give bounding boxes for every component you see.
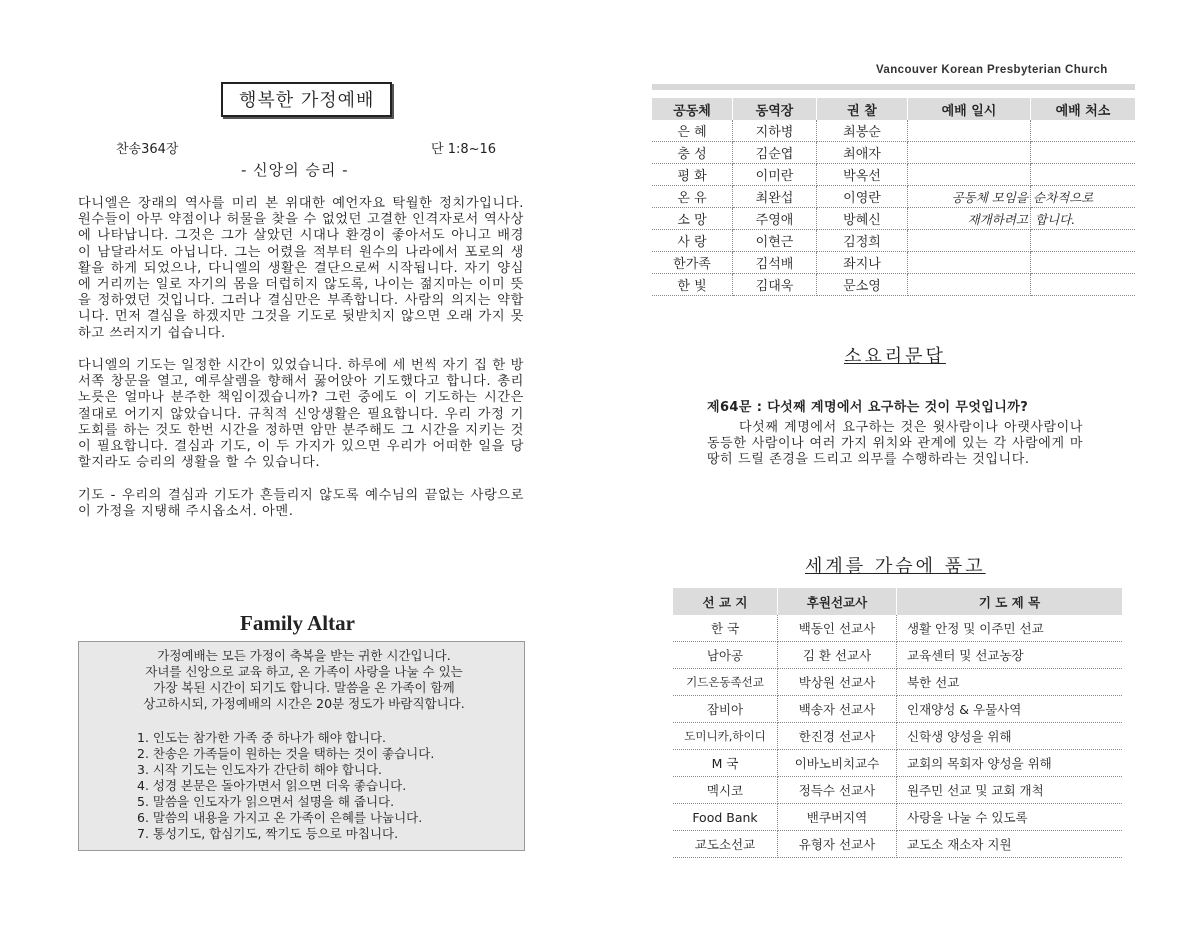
table-cell bbox=[1031, 120, 1136, 142]
table-cell bbox=[1031, 142, 1136, 164]
devotion-subtitle: - 신앙의 승리 - bbox=[241, 161, 349, 179]
family-altar-item: 3. 시작 기도는 인도자가 간단히 해야 합니다. bbox=[137, 762, 383, 777]
column-header: 선 교 지 bbox=[673, 588, 778, 615]
table-cell bbox=[908, 252, 1031, 274]
table-cell: 재개하려고 bbox=[908, 208, 1031, 230]
table-cell: Food Bank bbox=[673, 804, 778, 831]
table-row bbox=[652, 274, 1135, 296]
table-cell: 잠비아 bbox=[673, 696, 778, 723]
table-cell bbox=[1031, 252, 1136, 274]
column-header: 동역장 bbox=[733, 98, 817, 120]
table-cell: 김정희 bbox=[817, 230, 908, 252]
family-altar-item: 1. 인도는 참가한 가족 중 하나가 해야 합니다. bbox=[137, 730, 386, 745]
table-row bbox=[673, 723, 1122, 750]
table-cell: 평 화 bbox=[652, 164, 733, 186]
scripture-reference: 단 1:8~16 bbox=[431, 142, 497, 157]
table-cell: 이현근 bbox=[733, 230, 817, 252]
table-cell: 신학생 양성을 위해 bbox=[897, 723, 1123, 750]
table-cell: 교회의 목회자 양성을 위해 bbox=[897, 750, 1123, 777]
table-cell: 생활 안정 및 이주민 선교 bbox=[897, 615, 1123, 642]
table-cell: 북한 선교 bbox=[897, 669, 1123, 696]
family-altar-item: 4. 성경 본문은 돌아가면서 읽으면 더욱 좋습니다. bbox=[137, 778, 407, 793]
table-header-row bbox=[652, 98, 1135, 120]
table-cell: 교도소선교 bbox=[673, 831, 778, 858]
table-cell bbox=[908, 230, 1031, 252]
table-cell: 소 망 bbox=[652, 208, 733, 230]
table-cell: 백동인 선교사 bbox=[778, 615, 897, 642]
family-altar-box bbox=[78, 641, 525, 851]
table-cell bbox=[1031, 274, 1136, 296]
table-cell: 합니다. bbox=[1031, 208, 1136, 230]
table-cell: 정득수 선교사 bbox=[778, 777, 897, 804]
table-row bbox=[652, 142, 1135, 164]
table-header-row bbox=[673, 588, 1122, 615]
table-cell: 좌지나 bbox=[817, 252, 908, 274]
column-header: 권 찰 bbox=[817, 98, 908, 120]
table-cell: 남아공 bbox=[673, 642, 778, 669]
table-cell bbox=[908, 120, 1031, 142]
table-row bbox=[673, 642, 1122, 669]
table-cell: 방혜신 bbox=[817, 208, 908, 230]
table-cell: 이영란 bbox=[817, 186, 908, 208]
catechism-question: 제64문 : 다섯째 계명에서 요구하는 것이 무엇입니까? bbox=[707, 400, 1029, 415]
table-row bbox=[652, 120, 1135, 142]
table-row bbox=[652, 208, 1135, 230]
family-altar-item: 6. 말씀의 내용을 가지고 온 가족이 은혜를 나눕니다. bbox=[137, 810, 423, 825]
table-cell: 한가족 bbox=[652, 252, 733, 274]
table-cell: M 국 bbox=[673, 750, 778, 777]
table-cell: 기드온동족선교 bbox=[673, 669, 778, 696]
family-altar-list bbox=[137, 730, 434, 842]
table-row bbox=[673, 777, 1122, 804]
column-header: 공동체 bbox=[652, 98, 733, 120]
table-cell bbox=[908, 142, 1031, 164]
table-cell: 사랑을 나눌 수 있도록 bbox=[897, 804, 1123, 831]
table-cell: 김 환 선교사 bbox=[778, 642, 897, 669]
table-cell: 김순엽 bbox=[733, 142, 817, 164]
church-name: Vancouver Korean Presbyterian Church bbox=[876, 64, 1108, 76]
table-cell: 한 국 bbox=[673, 615, 778, 642]
devotion-title: 행복한 가정예배 bbox=[221, 82, 392, 117]
header-rule bbox=[652, 84, 1135, 90]
column-header: 기 도 제 목 bbox=[897, 588, 1123, 615]
table-cell: 김석배 bbox=[733, 252, 817, 274]
table-cell: 충 성 bbox=[652, 142, 733, 164]
table-row bbox=[673, 750, 1122, 777]
table-row bbox=[673, 696, 1122, 723]
table-row bbox=[652, 164, 1135, 186]
table-cell: 밴쿠버지역 bbox=[778, 804, 897, 831]
table-cell bbox=[1031, 230, 1136, 252]
table-cell: 문소영 bbox=[817, 274, 908, 296]
table-cell: 지하병 bbox=[733, 120, 817, 142]
family-altar-title: Family Altar bbox=[240, 611, 355, 635]
table-cell: 사 랑 bbox=[652, 230, 733, 252]
table-cell: 주영애 bbox=[733, 208, 817, 230]
table-cell: 이바노비치교수 bbox=[778, 750, 897, 777]
table-cell: 교육센터 및 선교농장 bbox=[897, 642, 1123, 669]
table-cell: 한진경 선교사 bbox=[778, 723, 897, 750]
table-cell bbox=[908, 274, 1031, 296]
table-cell: 이미란 bbox=[733, 164, 817, 186]
table-cell: 온 유 bbox=[652, 186, 733, 208]
table-cell: 유형자 선교사 bbox=[778, 831, 897, 858]
table-row bbox=[652, 186, 1135, 208]
hymn-number: 찬송364장 bbox=[116, 142, 179, 157]
table-cell: 인재양성 & 우물사역 bbox=[897, 696, 1123, 723]
table-cell: 은 혜 bbox=[652, 120, 733, 142]
family-altar-item: 7. 통성기도, 합심기도, 짝기도 등으로 마칩니다. bbox=[137, 826, 399, 841]
table-row bbox=[673, 804, 1122, 831]
family-altar-intro: 가정예배는 모든 가정이 축복을 받는 귀한 시간입니다. 자녀를 신앙으로 교육 하고, 온 가족이 사랑을 나눌 수 있는 가장 복된 시간이 되기도 합니다. 말씀을 온 가족이 함께 상고하시되, 가정예배의 시간은 20분 정도가 바람직합니다. bbox=[143, 648, 465, 711]
table-cell: 공동체 모임을 bbox=[908, 186, 1031, 208]
table-cell: 김대욱 bbox=[733, 274, 817, 296]
table-row bbox=[673, 615, 1122, 642]
table-cell: 최애자 bbox=[817, 142, 908, 164]
table-cell: 박옥선 bbox=[817, 164, 908, 186]
catechism-answer: 다섯째 계명에서 요구하는 것은 윗사람이나 아랫사람이나 동등한 사람이나 여러 가지 위치와 관계에 있는 각 사람에게 마땅히 드릴 존경을 드리고 의무를 수행하라는 것입니다. bbox=[707, 420, 1083, 467]
table-cell: 한 빛 bbox=[652, 274, 733, 296]
mission-title: 세계를 가슴에 품고 bbox=[805, 556, 986, 577]
table-cell: 멕시코 bbox=[673, 777, 778, 804]
column-header: 후원선교사 bbox=[778, 588, 897, 615]
community-schedule-table bbox=[652, 98, 1135, 296]
table-row bbox=[673, 669, 1122, 696]
table-cell: 원주민 선교 및 교회 개척 bbox=[897, 777, 1123, 804]
family-altar-item: 5. 말씀을 인도자가 읽으면서 설명을 해 줍니다. bbox=[137, 794, 395, 809]
table-cell: 교도소 재소자 지원 bbox=[897, 831, 1123, 858]
table-row bbox=[673, 831, 1122, 858]
table-row bbox=[652, 252, 1135, 274]
mission-table bbox=[673, 588, 1122, 858]
family-altar-item: 2. 찬송은 가족들이 원하는 것을 택하는 것이 좋습니다. bbox=[137, 746, 435, 761]
table-row bbox=[652, 230, 1135, 252]
table-cell: 박상원 선교사 bbox=[778, 669, 897, 696]
table-cell: 백송자 선교사 bbox=[778, 696, 897, 723]
column-header: 예배 일시 bbox=[908, 98, 1031, 120]
devotion-body: 다니엘은 장래의 역사를 미리 본 위대한 예언자요 탁월한 정치가입니다. 원수들이 아무 약점이나 허물을 찾을 수 없었던 고결한 인격자로서 역사상에 나타납니다. 그것은 그가 살았던 시대나 환경이 좋아서도 아니고 배경이 남달라서도 아닙니다. 그는 어렸을 적부터 원수의 나라에서 포로의 생활을 하게 되었으나, 다니엘의 생활은 결단으로써 시작됩니다. 자기 양심에 거리끼는 일로 자기의 몸을 더럽히지 않도록, 나이는 젊지마는 이미 뜻을 정하였던 것입니다. 그러나 결심만은 부족합니다. 사람의 의지는 약합니다. 먼저 결심을 하겠지만 그것을 기도로 뒷받치지 않으면 오래 가지 못하고 쓰러지기 쉽습니다. 다니엘의 기도는 일정한 시간이 있었습니다. 하루에 세 번씩 자기 집 한 방 서쪽 창문을 열고, 예루살렘을 향해서 꿇어앉아 기도했다고 합니다. 총리 노릇은 얼마나 분주한 책임이겠습니까? 그런 중에도 이 기도하는 시간은 절대로 어기지 않았습니다. 규칙적 신앙생활은 필요합니다. 우리 가정 기도회를 하는 것도 한번 시간을 정하면 암만 분주해도 그 시간을 지키는 것이 필요합니다. 결심과 기도, 이 두 가지가 있으면 우리가 어떠한 일을 당할지라도 승리의 생활을 할 수 있습니다. 기도 - 우리의 결심과 기도가 흔들리지 않도록 예수님의 끝없는 사랑으로 이 가정을 지탱해 주시옵소서. 아멘. bbox=[78, 196, 524, 519]
table-cell: 순차적으로 bbox=[1031, 186, 1136, 208]
catechism-title: 소요리문답 bbox=[844, 346, 946, 367]
table-cell: 최완섭 bbox=[733, 186, 817, 208]
table-cell bbox=[908, 164, 1031, 186]
table-cell: 최봉순 bbox=[817, 120, 908, 142]
column-header: 예배 처소 bbox=[1031, 98, 1136, 120]
table-cell bbox=[1031, 164, 1136, 186]
table-cell: 도미니카,하이디 bbox=[673, 723, 778, 750]
